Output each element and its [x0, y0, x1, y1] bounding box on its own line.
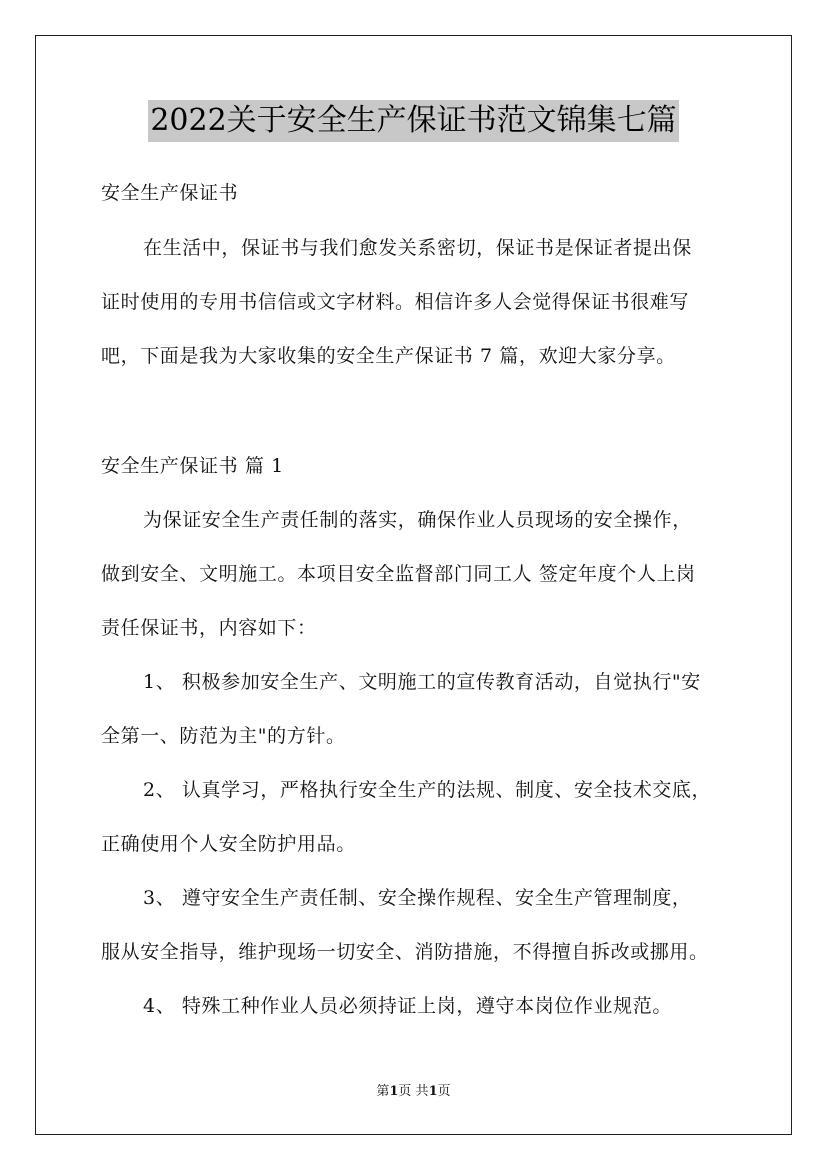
title-container — [0, 100, 827, 142]
section-heading: 安全生产保证书 篇 1 — [101, 455, 284, 477]
page-mid: 页 共 — [398, 1084, 429, 1099]
list-item-line: 全第一、防范为主"的方针。 — [101, 725, 346, 747]
list-item-line: 3、 遵守安全生产责任制、安全操作规程、安全生产管理制度， — [143, 887, 692, 909]
list-item-line: 正确使用个人安全防护用品。 — [101, 833, 356, 855]
paragraph-line: 做到安全、文明施工。本项目安全监督部门同工人 签定年度个人上岗 — [101, 563, 696, 585]
page-number: 1 — [389, 1084, 399, 1099]
paragraph-line: 责任保证书，内容如下： — [101, 617, 317, 639]
list-item-line: 2、 认真学习，严格执行安全生产的法规、制度、安全技术交底， — [143, 779, 712, 801]
list-item-line: 服从安全指导，维护现场一切安全、消防措施，不得擅自拆改或挪用。 — [101, 941, 709, 963]
paragraph-line: 为保证安全生产责任制的落实，确保作业人员现场的安全操作， — [143, 509, 692, 531]
paragraph-line: 在生活中，保证书与我们愈发关系密切，保证书是保证者提出保 — [143, 237, 692, 259]
list-item-line: 1、 积极参加安全生产、文明施工的宣传教育活动，自觉执行"安 — [143, 671, 701, 693]
list-item-line: 4、 特殊工种作业人员必须持证上岗，遵守本岗位作业规范。 — [143, 995, 672, 1017]
page-suffix: 页 — [437, 1084, 451, 1099]
page-footer — [0, 1083, 827, 1101]
total-pages: 1 — [428, 1084, 438, 1099]
page-prefix: 第 — [376, 1084, 390, 1099]
paragraph-line: 证时使用的专用书信信或文字材料。相信许多人会觉得保证书很难写 — [101, 291, 690, 313]
document-title: 2022关于安全生产保证书范文锦集七篇 — [148, 100, 678, 142]
section-heading: 安全生产保证书 — [101, 182, 239, 204]
paragraph-line: 吧，下面是我为大家收集的安全生产保证书 7 篇，欢迎大家分享。 — [101, 345, 676, 367]
